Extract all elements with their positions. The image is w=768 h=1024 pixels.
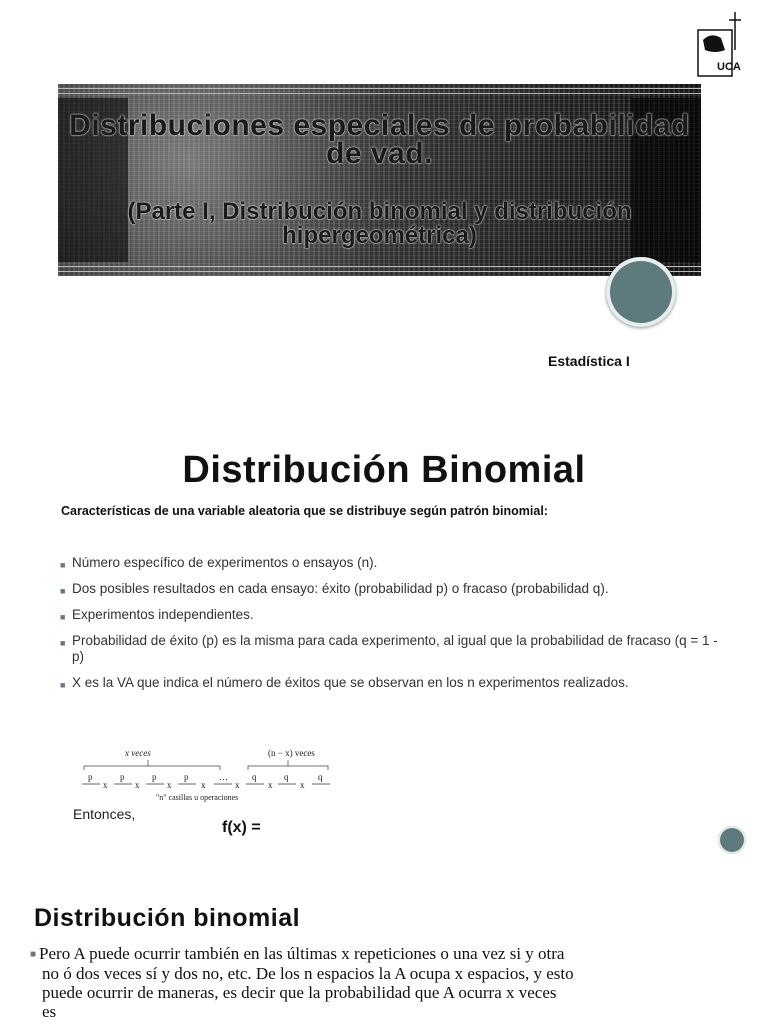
p-symbol: p [152, 772, 157, 782]
bullet-icon: ■ [30, 949, 37, 960]
slide-title-binomial-2: Distribución binomial [34, 904, 301, 932]
paragraph-line: puede ocurrir de maneras, es decir que la probabilidad que A ocurra x veces [42, 983, 557, 1002]
list-item: ■ Dos posibles resultados en cada ensayo: éxito (probabilidad p) o fracaso (probabilidad q). [60, 581, 720, 597]
p-symbol: p [120, 772, 125, 782]
times-symbol: x [103, 780, 108, 790]
list-item: ■ X es la VA que indica el número de éxitos que se observan en los n experimentos realizados. [60, 675, 720, 691]
explanation-paragraph [30, 944, 730, 1021]
times-symbol: x [135, 780, 140, 790]
list-item: ■ Número específico de experimentos o ensayos (n). [60, 555, 720, 571]
p-symbol: p [184, 772, 189, 782]
operations-caption: "n" casillas u operaciones [156, 793, 239, 802]
bullet-icon: ■ [60, 680, 66, 690]
binomial-sequence-diagram [70, 742, 340, 808]
times-symbol: x [235, 780, 240, 790]
slide-title-binomial: Distribución Binomial [182, 449, 586, 491]
list-item: ■ Probabilidad de éxito (p) es la misma para cada experimento, al igual que la probabilidad de fracaso (q = 1 - p) [60, 633, 718, 664]
characteristics-intro: Características de una variable aleatoria que se distribuye según patrón binomial: [61, 504, 548, 518]
nx-times-label: (n − x) veces [268, 748, 315, 758]
logo-text: UCA [717, 61, 741, 73]
paragraph-line: no ó dos veces sí y dos no, etc. De los n espacios la A ocupa x espacios, y esto [42, 964, 574, 983]
bullet-icon: ■ [60, 560, 66, 570]
paragraph-line: Pero A puede ocurrir también en las últimas x repeticiones o una vez si y otra [39, 944, 565, 963]
fx-formula-label: f(x) = [222, 819, 261, 836]
bullet-icon: ■ [60, 612, 66, 622]
ellipsis-symbol: … [219, 772, 228, 782]
title-banner [58, 84, 701, 276]
presentation-subtitle: (Parte I, Distribución binomial y distribución hipergeométrica) [127, 198, 632, 249]
times-symbol: x [201, 780, 206, 790]
p-symbol: p [88, 772, 93, 782]
presentation-title: Distribuciones especiales de probabilidad de vad. [69, 109, 690, 170]
times-symbol: x [300, 780, 305, 790]
decorative-circle-small [718, 826, 746, 854]
course-name: Estadística I [548, 353, 630, 369]
entonces-label: Entonces, [73, 806, 136, 822]
q-symbol: q [318, 772, 323, 782]
bullet-icon: ■ [60, 638, 66, 648]
paragraph-line: es [42, 1002, 57, 1021]
bullet-icon: ■ [60, 586, 66, 596]
q-symbol: q [252, 772, 257, 782]
characteristics-list [60, 555, 720, 701]
uca-logo [697, 10, 747, 78]
times-symbol: x [268, 780, 273, 790]
list-item: ■ Experimentos independientes. [60, 607, 720, 623]
decorative-circle-large [606, 257, 676, 327]
times-symbol: x [167, 780, 172, 790]
q-symbol: q [284, 772, 289, 782]
x-times-label: x veces [125, 748, 151, 758]
